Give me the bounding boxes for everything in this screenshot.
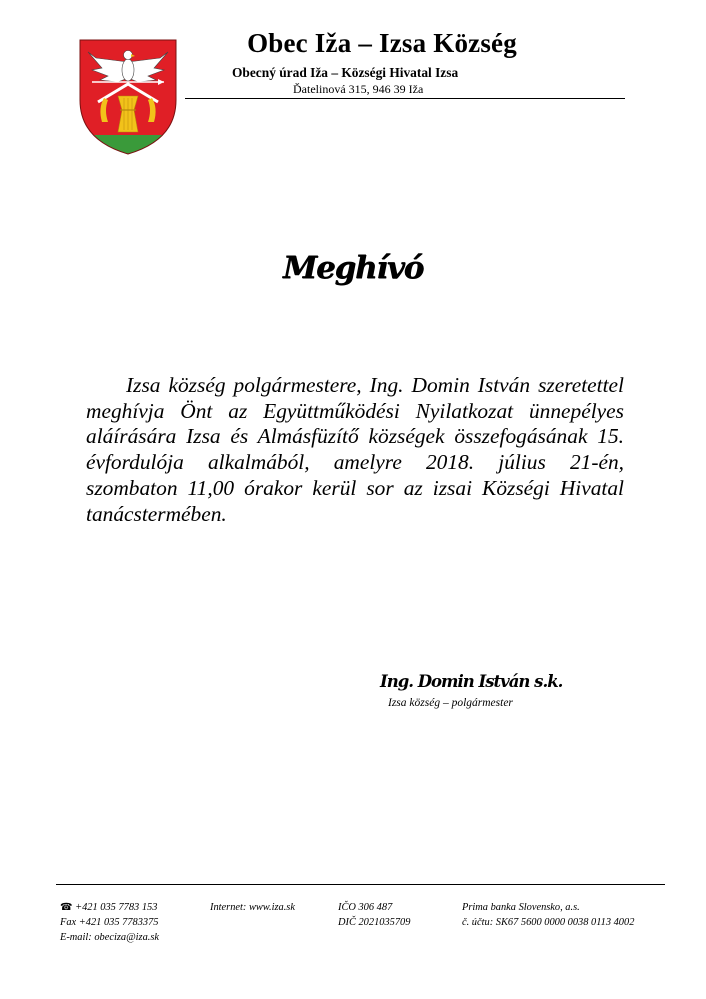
office-address: Ďatelinová 315, 946 39 Iža [293,82,424,96]
invitation-body [86,373,624,527]
footer-bank [462,900,634,930]
footer-ico: IČO 306 487 [338,902,393,913]
footer-divider [56,884,665,885]
footer-phone: +421 035 7783 153 [75,902,158,913]
office-name: Obecný úrad Iža – Községi Hivatal Izsa [232,65,459,80]
coat-of-arms-icon [78,38,178,156]
signature-name: Ing. Domin István s.k. [380,672,563,691]
footer-contact [60,900,159,945]
municipality-title: Obec Iža – Izsa Község [247,28,517,58]
phone-icon: ☎ [60,902,73,913]
document-title: Meghívó [282,250,424,286]
footer-web [210,900,295,915]
signature-role: Izsa község – polgármester [388,697,513,709]
header-divider [185,98,625,99]
footer-internet: Internet: www.iza.sk [210,902,295,913]
footer-dic: DIČ 2021035709 [338,917,411,928]
footer-fax: Fax +421 035 7783375 [60,917,159,928]
invitation-text: Izsa község polgármestere, Ing. Domin István szeretettel meghívja Önt az Együttműködési Nyilatkozat ünnepélyes aláírására Izsa és Almásfüzítő községek összefogásának 15. évfordulója alkalmából, amelyre 2018. július 21-én, szombaton 11,00 órakor kerül sor az izsai Községi Hivatal tanácstermében. [86,373,624,526]
footer-account: č. účtu: SK67 5600 0000 0038 0113 4002 [462,917,635,928]
footer-ids [338,900,410,930]
footer-email: E-mail: obeciza@iza.sk [60,932,160,943]
footer-bank-name: Prima banka Slovensko, a.s. [462,902,580,913]
